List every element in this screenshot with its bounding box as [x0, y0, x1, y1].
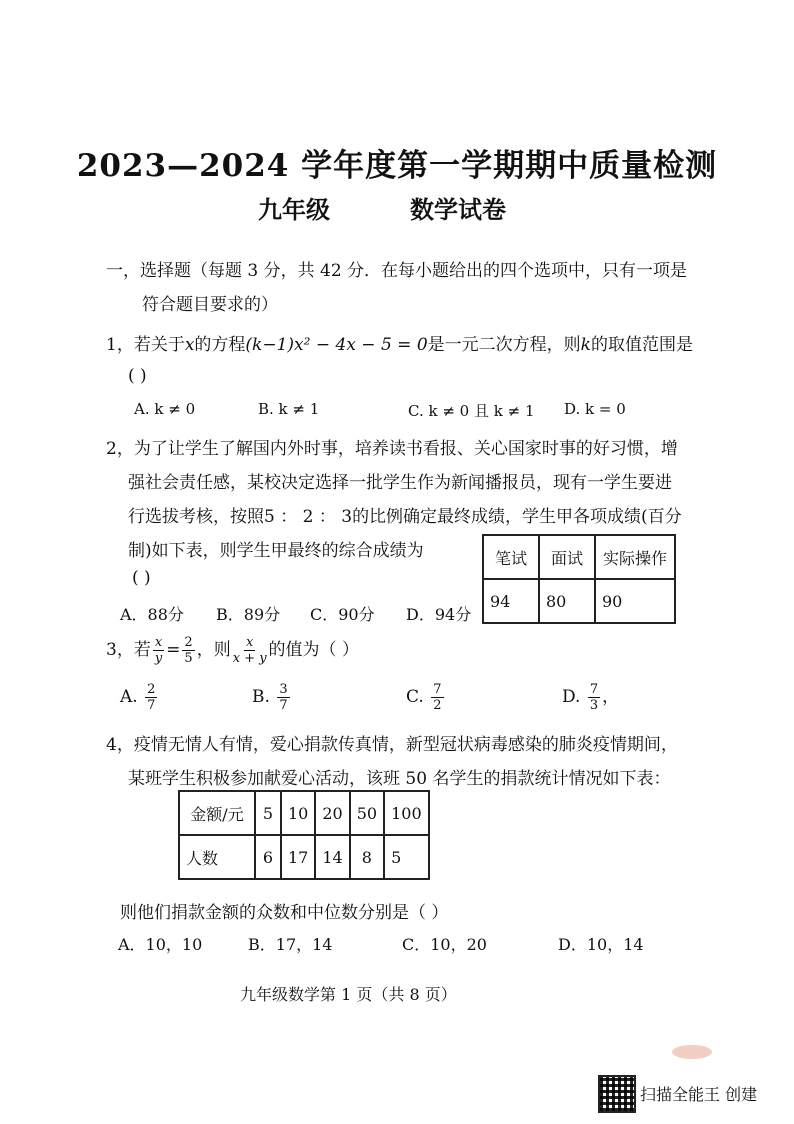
- q3-option-a-num: 2: [147, 682, 156, 697]
- subject-label: 数学试卷: [410, 195, 506, 224]
- section-heading-line1: 一，选择题（每题 3 分，共 42 分．在每小题给出的四个选项中，只有一项是: [106, 261, 688, 281]
- qr-code-icon: [598, 1075, 636, 1113]
- q3-f2-den: 5: [184, 651, 193, 666]
- q3-option-b-label: B.: [252, 687, 270, 707]
- q3-f3-den: x + y: [232, 651, 267, 666]
- q3-option-d: [562, 682, 619, 713]
- q3-option-d-den: 3: [589, 698, 599, 713]
- q4-count-20: 14: [315, 835, 349, 879]
- q3-option-a-label: A.: [120, 687, 138, 707]
- q3-option-d-label: D.: [562, 687, 581, 707]
- q3-option-b-frac: [277, 682, 289, 713]
- q4-count-50: 8: [350, 835, 384, 879]
- q4-option-b: B．17，14: [248, 935, 333, 954]
- q2-header-interview: 面试: [539, 535, 595, 579]
- q1-text-b: 的方程: [194, 335, 246, 355]
- q3-option-b: [252, 682, 292, 713]
- q3-option-d-tail: ，: [602, 687, 620, 707]
- q3-equals: =: [166, 640, 181, 660]
- q3-option-b-den: 7: [279, 698, 288, 713]
- q2-value-interview: 80: [539, 579, 595, 623]
- q4-amount-5: 5: [255, 791, 281, 835]
- q1-text-c: 是一元二次方程，则: [427, 335, 581, 355]
- q3-f3-num: x: [245, 635, 254, 650]
- q1-text-d: 的取值范围是: [590, 335, 693, 355]
- q3-option-c: [406, 682, 446, 713]
- q1-text-a: 1，若关于: [106, 335, 185, 355]
- q4-option-c: C．10，20: [402, 935, 487, 954]
- q4-header-amount: 金额/元: [179, 791, 255, 835]
- q2-line1: 2，为了让学生了解国内外时事，培养读书看报、关心国家时事的好习惯，增: [106, 439, 678, 459]
- q2-line3: 行选拔考核，按照5 ： 2 ： 3的比例确定最终成绩，学生甲各项成绩(百分: [128, 507, 682, 527]
- page-footer: 九年级数学第 1 页（共 8 页）: [240, 985, 457, 1004]
- q1-option-a: A. k ≠ 0: [134, 400, 196, 418]
- q4-line2: 某班学生积极参加献爱心活动，该班 50 名学生的捐款统计情况如下表：: [128, 769, 671, 789]
- q3-f2-num: 2: [184, 635, 193, 650]
- q4-count-10: 17: [281, 835, 315, 879]
- q4-amount-20: 20: [315, 791, 349, 835]
- q3-f1-num: x: [154, 635, 163, 650]
- scan-smudge: [672, 1045, 712, 1059]
- q2-line4: 制)如下表，则学生甲最终的综合成绩为: [128, 541, 424, 561]
- q1-option-d: D. k = 0: [564, 400, 626, 418]
- q2-option-d: D．94分: [406, 605, 472, 624]
- q1-var-k: k: [580, 335, 591, 355]
- q4-donation-table: [178, 790, 430, 880]
- q4-question: 则他们捐款金额的众数和中位数分别是（ ）: [120, 903, 449, 923]
- q4-amount-50: 50: [350, 791, 384, 835]
- question-3: [106, 634, 359, 666]
- q2-answer-paren: ( ): [132, 568, 151, 588]
- q3-option-a-frac: [145, 682, 157, 713]
- q3-fraction-2-over-5: [182, 635, 194, 666]
- q4-option-a: A．10，10: [118, 935, 203, 954]
- q1-var-x: x: [184, 335, 195, 355]
- exam-title: 2023—2024 学年度第一学期期中质量检测: [76, 148, 718, 184]
- q1-option-b: B. k ≠ 1: [258, 400, 320, 418]
- q3-option-c-frac: [431, 682, 443, 713]
- scanner-brand: 扫描全能王 创建: [640, 1085, 758, 1104]
- q2-header-written: 笔试: [483, 535, 539, 579]
- q3-option-a-den: 7: [147, 698, 156, 713]
- grade-label: 九年级: [258, 195, 330, 224]
- q1-option-c: C. k ≠ 0 且 k ≠ 1: [408, 402, 535, 420]
- q4-line1: 4，疫情无情人有情，爱心捐款传真情，新型冠状病毒感染的肺炎疫情期间，: [106, 735, 678, 755]
- q4-option-d: D．10，14: [558, 935, 644, 954]
- q3-fraction-target: [233, 635, 267, 666]
- q2-option-a: A．88分: [120, 605, 184, 624]
- q3-option-c-label: C.: [406, 687, 424, 707]
- q4-count-100: 5: [384, 835, 429, 879]
- q3-option-b-num: 3: [279, 682, 288, 697]
- question-1: [106, 330, 693, 355]
- q4-header-count: 人数: [179, 835, 255, 879]
- q3-fraction-x-over-y: [153, 635, 164, 666]
- q3-option-a: [120, 682, 159, 713]
- q1-answer-paren: ( ): [128, 366, 147, 386]
- q2-option-b: B．89分: [216, 605, 281, 624]
- q4-amount-10: 10: [281, 791, 315, 835]
- q3-suffix: 的值为（ ）: [268, 640, 359, 660]
- q2-value-written: 94: [483, 579, 539, 623]
- q3-option-d-frac: [588, 682, 600, 713]
- q3-prefix: 3，若: [106, 640, 151, 660]
- q3-f1-den: y: [154, 651, 163, 666]
- q2-score-table: [482, 534, 676, 624]
- section-heading-line2: 符合题目要求的）: [142, 295, 278, 315]
- q2-value-practical: 90: [595, 579, 675, 623]
- q3-option-d-num: 7: [589, 682, 599, 697]
- q3-option-c-den: 2: [433, 698, 442, 713]
- q4-count-5: 6: [255, 835, 281, 879]
- q3-mid: ，则: [196, 640, 231, 660]
- q4-amount-100: 100: [384, 791, 429, 835]
- q2-option-c: C．90分: [310, 605, 375, 624]
- q2-header-practical: 实际操作: [595, 535, 675, 579]
- q2-line2: 强社会责任感，某校决定选择一批学生作为新闻播报员，现有一学生要进: [128, 473, 672, 493]
- q3-option-c-num: 7: [433, 682, 442, 697]
- q1-equation: (k−1)x² − 4x − 5 = 0: [245, 335, 428, 355]
